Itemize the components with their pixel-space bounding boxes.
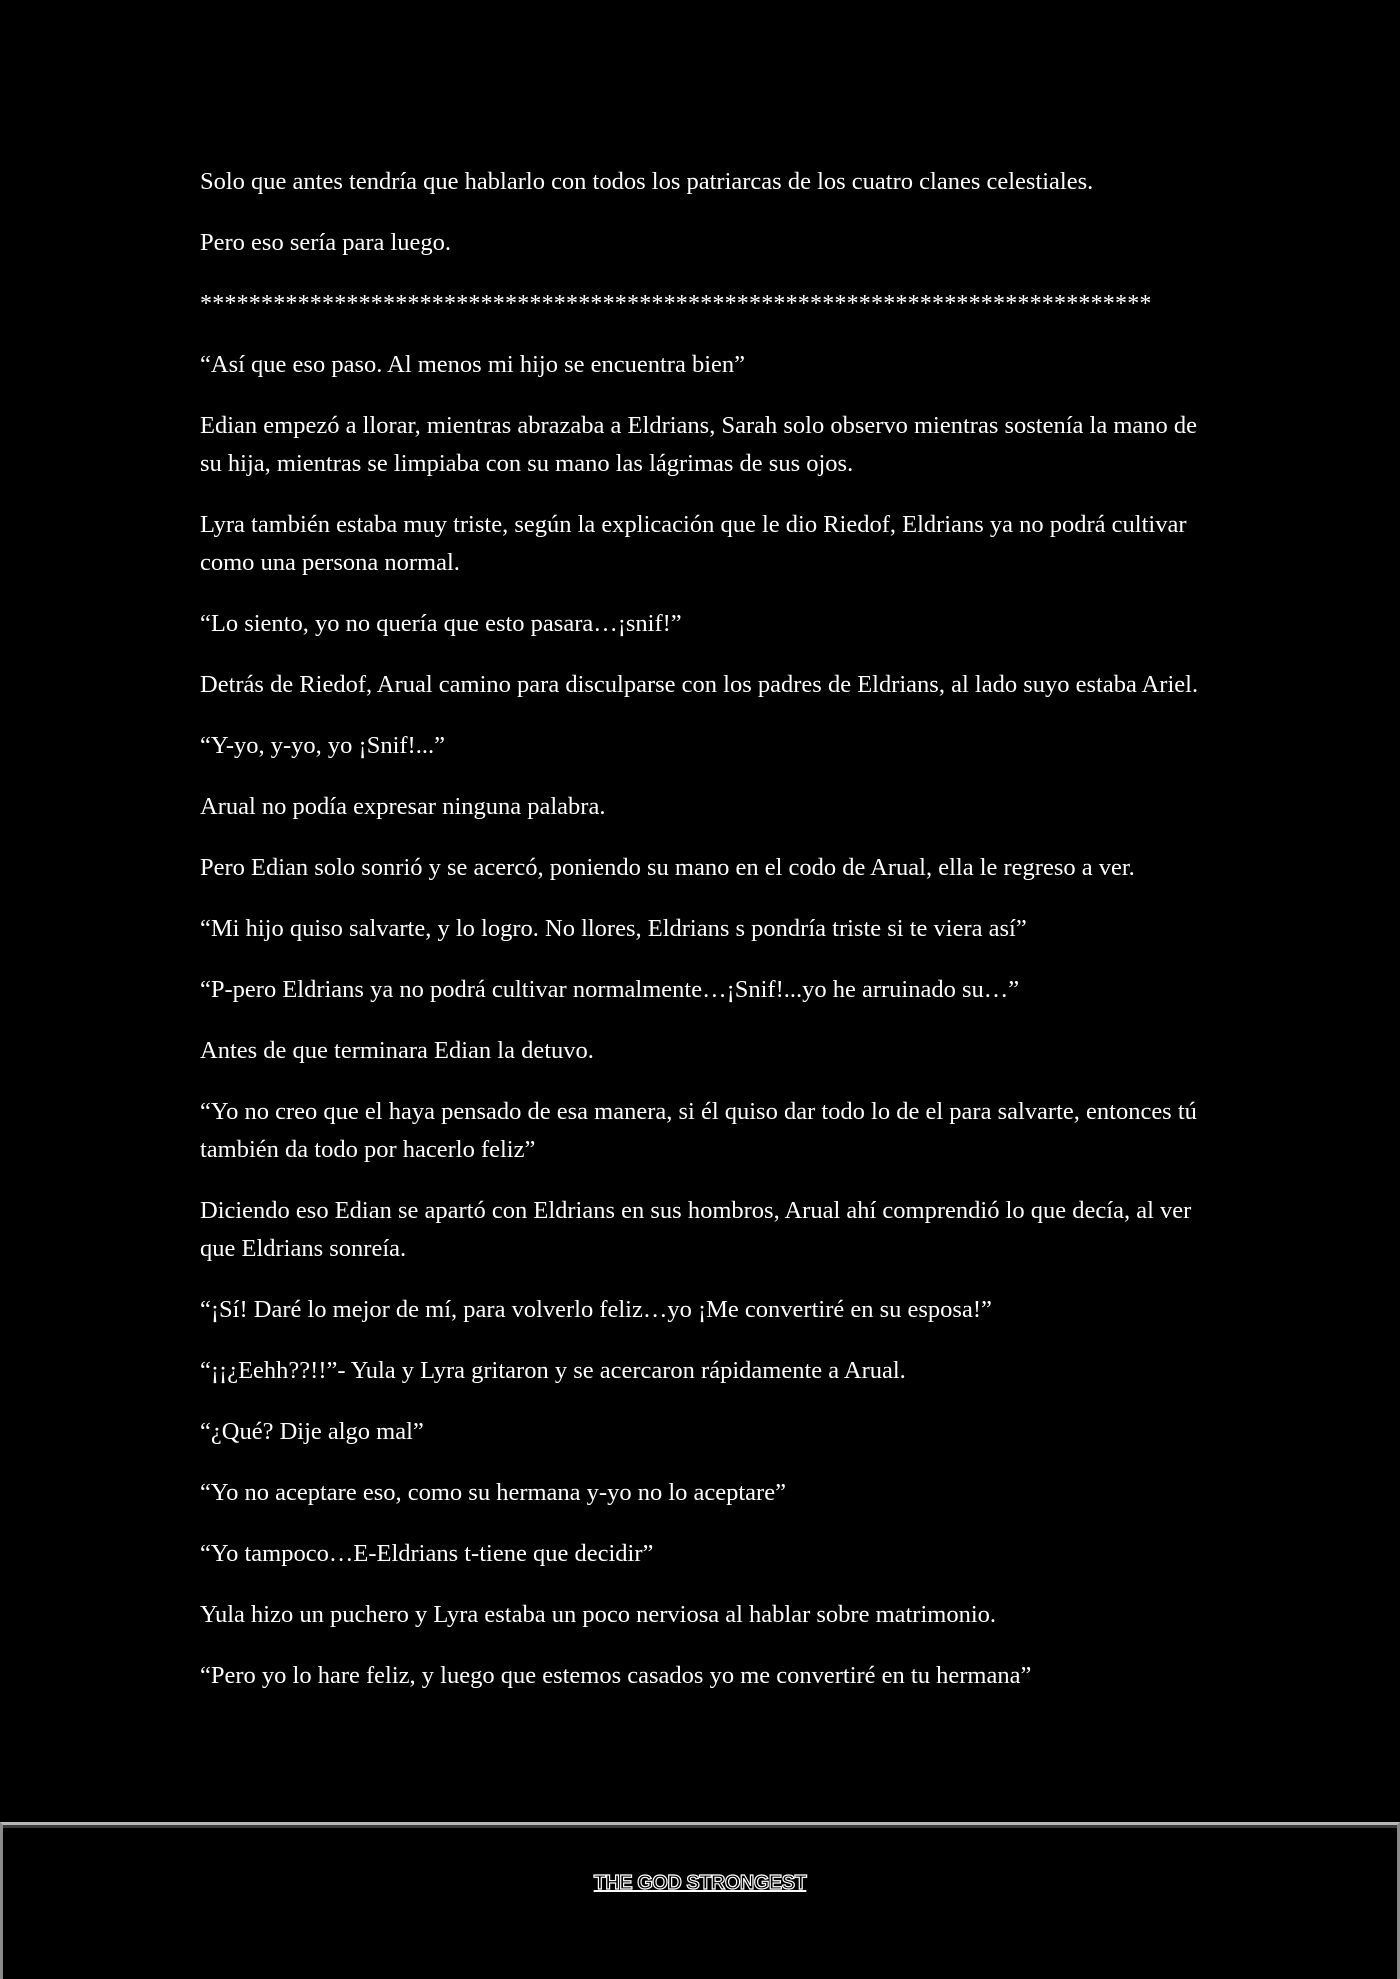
paragraph: Pero eso sería para luego.	[200, 229, 452, 256]
paragraph: “Mi hijo quiso salvarte, y lo logro. No llores, Eldrians s pondría triste si te viera así”	[200, 915, 1027, 942]
paragraph: “Yo no creo que el haya pensado de esa manera, si él quiso dar todo lo de el para salvarte, entonces tú también da todo por hacerlo feliz”	[200, 1098, 1197, 1163]
paragraph: Lyra también estaba muy triste, según la explicación que le dio Riedof, Eldrians ya no podrá cultivar como una persona normal.	[200, 511, 1187, 576]
footer-bar	[0, 1822, 1400, 1979]
paragraph: Diciendo eso Edian se apartó con Eldrians en sus hombros, Arual ahí comprendió lo que decía, al ver que Eldrians sonreía.	[200, 1197, 1192, 1262]
scene-separator: ******************************************************************************	[200, 291, 1152, 317]
paragraph: Antes de que terminara Edian la detuvo.	[200, 1037, 594, 1064]
paragraph: Pero Edian solo sonrió y se acercó, poniendo su mano en el codo de Arual, ella le regreso a ver.	[200, 854, 1135, 881]
paragraph: Edian empezó a llorar, mientras abrazaba a Eldrians, Sarah solo observo mientras sostenía la mano de su hija, mientras se limpiaba con su mano las lágrimas de sus ojos.	[200, 412, 1198, 477]
paragraph: “P-pero Eldrians ya no podrá cultivar normalmente…¡Snif!...yo he arruinado su…”	[200, 976, 1020, 1003]
paragraph: “Y-yo, y-yo, yo ¡Snif!...”	[200, 732, 445, 759]
paragraph: Detrás de Riedof, Arual camino para disculparse con los padres de Eldrians, al lado suyo estaba Ariel.	[200, 671, 1199, 698]
paragraph: “Pero yo lo hare feliz, y luego que estemos casados yo me convertiré en tu hermana”	[200, 1662, 1032, 1689]
paragraph: “¡¡¿Eehh??!!”- Yula y Lyra gritaron y se acercaron rápidamente a Arual.	[200, 1357, 906, 1384]
paragraph: “Yo no aceptare eso, como su hermana y-yo no lo aceptare”	[200, 1479, 786, 1506]
paragraph: “Lo siento, yo no quería que esto pasara…¡snif!”	[200, 610, 682, 637]
paragraph: Yula hizo un puchero y Lyra estaba un poco nerviosa al hablar sobre matrimonio.	[200, 1601, 997, 1628]
chapter-text	[200, 163, 1210, 1718]
paragraph: “Así que eso paso. Al menos mi hijo se encuentra bien”	[200, 351, 745, 378]
paragraph: Arual no podía expresar ninguna palabra.	[200, 793, 606, 820]
paragraph: “¿Qué? Dije algo mal”	[200, 1418, 424, 1445]
paragraph: “Yo tampoco…E-Eldrians t-tiene que decidir”	[200, 1540, 654, 1567]
footer-brand-logo: THE GOD STRONGEST	[593, 1872, 807, 1894]
paragraph: Solo que antes tendría que hablarlo con todos los patriarcas de los cuatro clanes celestiales.	[200, 168, 1094, 195]
paragraph: “¡Sí! Daré lo mejor de mí, para volverlo feliz…yo ¡Me convertiré en su esposa!”	[200, 1296, 992, 1323]
